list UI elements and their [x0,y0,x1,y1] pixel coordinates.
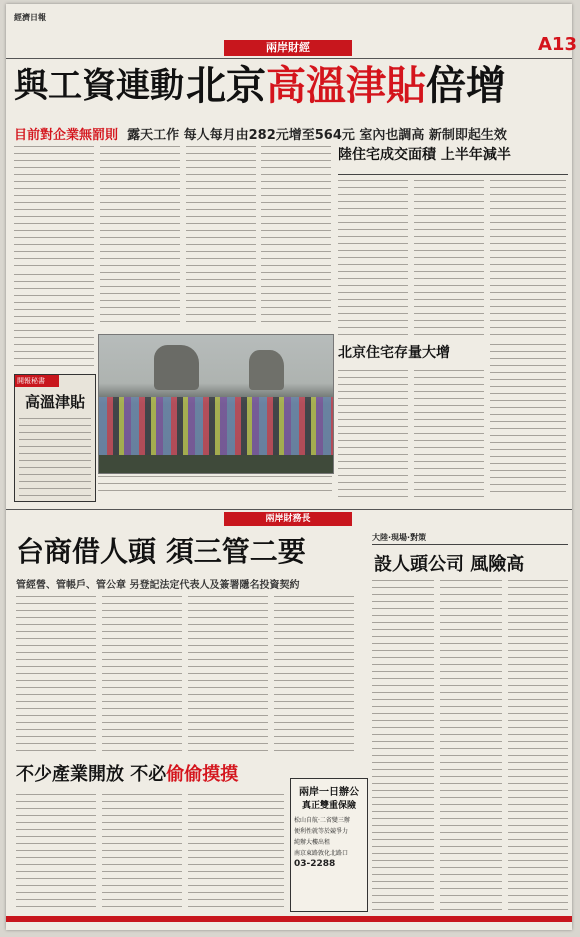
text-column [440,580,502,910]
text-column [16,794,96,910]
ad-item: 純辦大樓出租 [294,839,331,846]
text-column [414,180,484,340]
umbrella-crowd [99,397,333,457]
text-column [188,596,268,756]
text-column [14,146,94,268]
text-column [414,370,484,498]
statue-shape [154,345,199,390]
ad-box [290,778,368,912]
lower-headline [16,762,238,788]
headline-b1: 北京 [186,63,266,109]
text-column [508,580,568,910]
sidebar-body [19,418,91,500]
top-rule [6,58,572,59]
text-column [102,596,182,756]
text-column [338,180,408,340]
sidebar-tag: 開報秘書 [15,375,59,387]
ad-item: 便利性就等於競爭力 [294,828,349,835]
subhead-a: 目前對企業無罰則 [14,128,119,143]
ad-item: 松山自航·二省變三辦 [294,817,350,824]
ad-item: 南京東路敦化北路口 [294,850,349,857]
headline-b2: 高溫津貼 [266,63,426,109]
headline-main [186,62,506,110]
bottom-headline: 台商借人頭 須三管二要 [16,535,306,568]
text-column [14,274,94,370]
text-column [16,596,96,756]
lower-headline-b: 偷偷摸摸 [166,764,239,785]
middle-rule [6,509,572,510]
text-column [372,580,434,910]
text-column [100,146,180,328]
headline-part-a: 與工資連動 [14,66,184,106]
text-column [188,794,284,910]
side-headline-2: 北京住宅存量大增 [338,345,450,361]
lower-headline-a: 不少產業開放 不必 [16,764,167,785]
bottom-subhead: 管經營、管帳戶、管公章 另登記法定代表人及簽署隱名投資契約 [16,580,300,591]
ad-phone: 03-2288 [294,859,336,869]
text-column [490,180,566,340]
right-tag: 大陸·現場·對策 [372,532,568,545]
subhead-b: 露天工作 每人每月由282元增至564元 室內也調高 新制即起生效 [127,128,507,143]
text-column [186,146,256,328]
ad-subtitle: 真正雙重保險 [301,801,356,811]
right-headline: 設人頭公司 風險高 [374,554,525,575]
newspaper-page [6,4,577,930]
ad-title: 兩岸一日辦公 [299,787,359,798]
subhead-top [14,124,566,143]
text-column [338,370,408,498]
section-label-bottom: 兩岸財務長 [224,512,352,526]
bottom-bar [6,916,572,922]
section-label-top: 兩岸財經 [224,40,352,56]
sidebar-box [14,374,96,502]
text-column [261,146,331,328]
paper-name: 經濟日報 [14,13,46,22]
statue-shape [249,350,284,390]
fence-shape [99,455,333,473]
side-headline: 陸住宅成交面積 上半年減半 [338,144,568,175]
news-photo [98,334,334,474]
text-column [102,794,182,910]
ad-list [294,815,364,870]
masthead-meta [76,14,236,20]
page-number: A13 [538,34,577,55]
sidebar-title: 高溫津貼 [24,393,85,411]
photo-caption [98,476,332,496]
headline-b3: 倍增 [426,63,506,109]
text-column [274,596,354,756]
text-column [490,344,566,498]
